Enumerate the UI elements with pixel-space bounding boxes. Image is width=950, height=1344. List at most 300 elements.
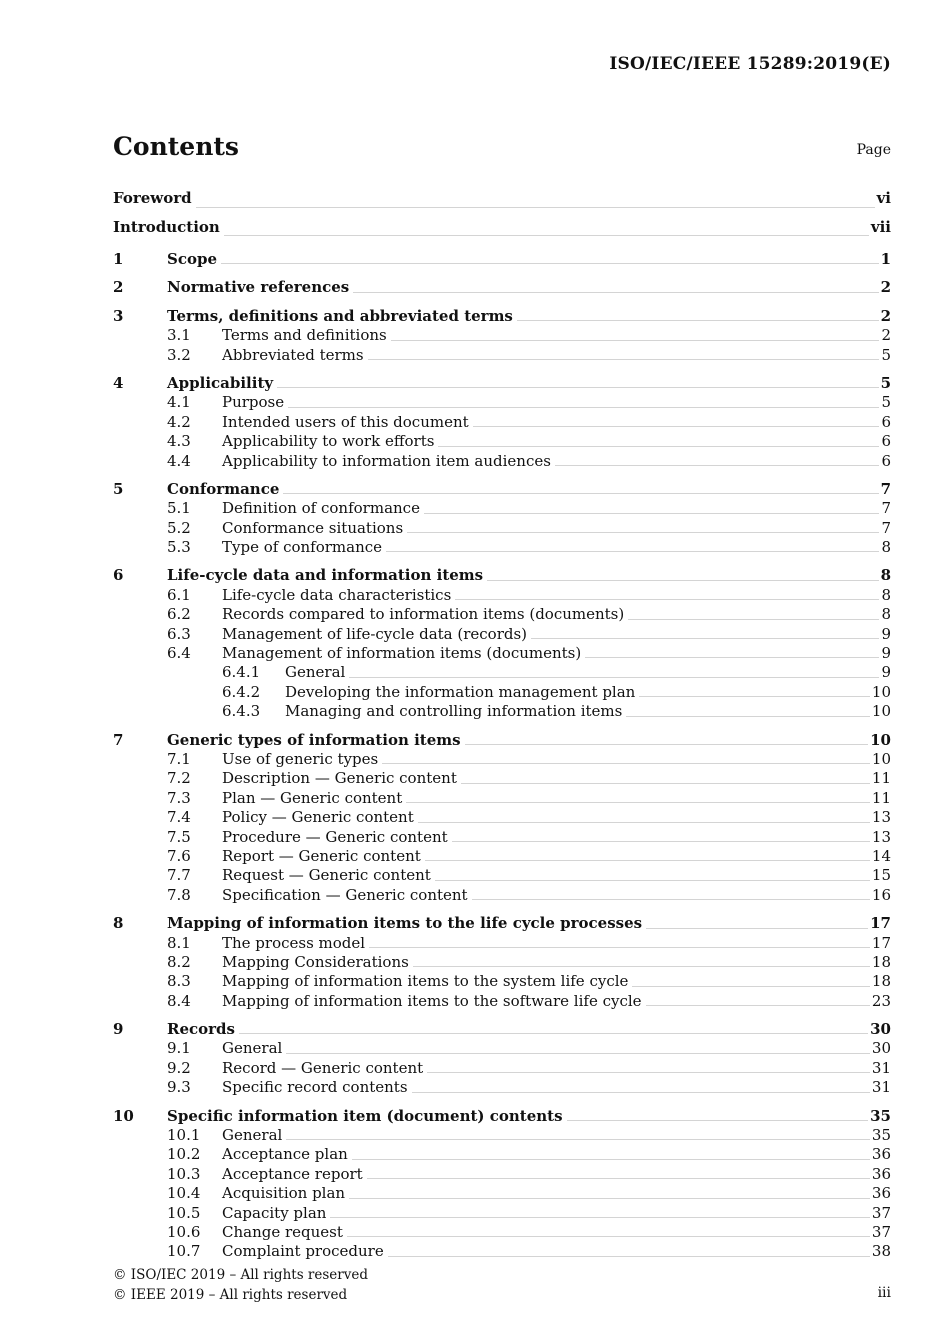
toc-entry-number: 6.4.2 (222, 682, 261, 701)
toc-entry-line (222, 1184, 891, 1203)
toc-entry-page[interactable]: 31 (871, 1078, 891, 1097)
toc-entry[interactable] (113, 278, 891, 297)
toc-entry-title[interactable]: General (222, 1126, 283, 1145)
toc-entry-number: 10.3 (167, 1164, 201, 1183)
toc-entry-page[interactable]: 5 (881, 393, 891, 412)
toc-entry-number: 8.4 (167, 991, 191, 1010)
dot-leader (386, 551, 879, 552)
toc-entry-title[interactable]: Procedure — Generic content (222, 827, 448, 846)
toc-entry[interactable] (113, 847, 891, 866)
toc-entry-page[interactable]: 8 (881, 538, 891, 557)
toc-entry-page[interactable]: 5 (881, 345, 891, 364)
toc-entry-line (222, 808, 891, 827)
toc-entry[interactable] (113, 1039, 891, 1058)
toc-entry[interactable] (113, 213, 891, 242)
toc-entry-number: 3.1 (167, 326, 191, 345)
toc-entry-title[interactable]: Complaint procedure (222, 1242, 384, 1261)
dot-leader (473, 426, 880, 427)
toc-entry-page[interactable]: 10 (871, 682, 891, 701)
toc-entry[interactable] (113, 972, 891, 991)
toc-entry-page[interactable]: 18 (871, 952, 891, 971)
dot-leader (585, 657, 879, 658)
toc-entry[interactable] (113, 808, 891, 827)
toc-entry-line (285, 702, 891, 721)
dot-leader (288, 407, 879, 408)
dot-leader (452, 841, 870, 842)
toc-entry-title[interactable]: Developing the information management plan (285, 682, 636, 701)
toc-entry-title[interactable]: Foreword (113, 189, 192, 207)
toc-entry-line (285, 683, 891, 702)
toc-entry-number: 10.1 (167, 1126, 201, 1145)
toc-entry-page[interactable]: 13 (871, 827, 891, 846)
toc-entry-line (222, 992, 891, 1011)
toc-entry[interactable] (113, 731, 891, 750)
toc-entry-line (222, 789, 891, 808)
toc-entry-number: 10.5 (167, 1203, 201, 1222)
toc-entry-title[interactable]: Applicability to information item audiences (222, 451, 551, 470)
dot-leader (221, 263, 879, 264)
toc-entry-title[interactable]: Mapping of information items to the software life cycle (222, 991, 642, 1010)
toc-entry-page[interactable]: 37 (871, 1222, 891, 1241)
toc-entry[interactable] (113, 644, 891, 663)
toc-entry-page[interactable]: 35 (871, 1126, 891, 1145)
toc-entry[interactable] (113, 1107, 891, 1126)
toc-entry-number: 7.3 (167, 788, 191, 807)
toc-entry-line (222, 934, 891, 953)
toc-entry[interactable] (113, 1242, 891, 1261)
toc-entry-number: 2 (113, 278, 124, 297)
toc-entry-title[interactable]: Managing and controlling information items (285, 702, 623, 721)
toc-entry-number: 7.4 (167, 808, 191, 827)
dot-leader (455, 599, 879, 600)
toc-entry[interactable] (113, 605, 891, 624)
toc-entry-line (167, 250, 891, 269)
dot-leader (461, 783, 870, 784)
toc-entry-title[interactable]: Mapping of information items to the system life cycle (222, 972, 629, 991)
dot-leader (353, 292, 878, 293)
toc-entry-number: 4 (113, 373, 124, 392)
toc-entry[interactable] (113, 326, 891, 345)
toc-entry-line (167, 914, 891, 933)
toc-entry-page[interactable]: 38 (871, 1242, 891, 1261)
dot-leader (412, 1092, 870, 1093)
footer (113, 1266, 368, 1305)
toc-entry[interactable] (113, 663, 891, 682)
toc-entry[interactable] (113, 432, 891, 451)
toc-entry-page[interactable]: 31 (871, 1058, 891, 1077)
toc-entry-title[interactable]: Generic types of information items (167, 730, 461, 749)
toc-entry-line (222, 326, 891, 345)
dot-leader (239, 1033, 868, 1034)
toc-entry-line (222, 847, 891, 866)
toc-entry-title[interactable]: Life-cycle data characteristics (222, 585, 452, 604)
toc-entry-page[interactable]: 36 (871, 1164, 891, 1183)
toc-entry-number: 3 (113, 306, 124, 325)
toc-entry-line (222, 538, 891, 557)
toc-entry-number: 7.7 (167, 866, 191, 885)
toc-entry-title[interactable]: Applicability (167, 373, 274, 392)
toc-entry-title[interactable]: Definition of conformance (222, 499, 420, 518)
toc-entry[interactable] (113, 789, 891, 808)
copyright-iso: © ISO/IEC 2019 – All rights reserved (113, 1267, 368, 1283)
toc-entry-number: 7.2 (167, 769, 191, 788)
toc-entry-title[interactable]: Management of life-cycle data (records) (222, 624, 528, 643)
toc-entry-line (222, 866, 891, 885)
toc-entry-line (222, 1059, 891, 1078)
toc-entry-number: 6 (113, 566, 124, 585)
toc-entry[interactable] (113, 346, 891, 365)
dot-leader (465, 744, 869, 745)
dot-leader (438, 446, 879, 447)
toc-entry[interactable] (113, 1078, 891, 1097)
toc-entry-page[interactable]: 37 (871, 1203, 891, 1222)
toc-entry-title[interactable]: Acquisition plan (222, 1184, 346, 1203)
dot-leader (367, 1178, 870, 1179)
toc-entry-page[interactable]: 18 (871, 972, 891, 991)
dot-leader (487, 580, 878, 581)
toc-entry-number: 7.1 (167, 749, 191, 768)
toc-entry-title[interactable]: Change request (222, 1222, 343, 1241)
dot-leader (347, 1236, 870, 1237)
toc-entry-title[interactable]: Normative references (167, 278, 350, 297)
toc-entry-line (222, 452, 891, 471)
toc-entry-page[interactable]: 5 (880, 373, 891, 392)
toc-entry[interactable] (113, 184, 891, 213)
toc-entry-page[interactable]: 10 (871, 702, 891, 721)
toc-entry-line (222, 750, 891, 769)
toc-entry-line (222, 1204, 891, 1223)
copyright-ieee: © IEEE 2019 – All rights reserved (113, 1286, 348, 1303)
dot-leader (427, 1072, 870, 1073)
toc-entry-number: 8.3 (167, 972, 191, 991)
toc-entry-number: 4.3 (167, 432, 191, 451)
toc-entry-number: 10 (113, 1106, 134, 1125)
toc-entry[interactable] (113, 886, 891, 905)
dot-leader (407, 532, 879, 533)
toc-entry-line (222, 499, 891, 518)
toc-entry-page[interactable]: 2 (881, 326, 891, 345)
toc-entry-title[interactable]: Records (167, 1020, 235, 1039)
toc-entry[interactable] (113, 1020, 891, 1039)
dot-leader (639, 696, 870, 697)
table-of-contents (113, 184, 891, 1262)
dot-leader (388, 1256, 870, 1257)
toc-entry[interactable] (113, 413, 891, 432)
toc-entry-page[interactable]: 23 (871, 991, 891, 1010)
toc-entry-title[interactable]: Description — Generic content (222, 769, 457, 788)
toc-entry-number: 9 (113, 1020, 124, 1039)
toc-entry[interactable] (113, 374, 891, 393)
toc-entry-number: 8.2 (167, 952, 191, 971)
toc-entry[interactable] (113, 992, 891, 1011)
toc-entry-number: 7.5 (167, 827, 191, 846)
toc-entry[interactable] (113, 586, 891, 605)
toc-entry-title[interactable]: Report — Generic content (222, 846, 421, 865)
page-number: iii (877, 1285, 891, 1301)
dot-leader (646, 928, 868, 929)
toc-entry-line (222, 644, 891, 663)
dot-leader (277, 387, 878, 388)
toc-entry-page[interactable]: 6 (881, 432, 891, 451)
dot-leader (368, 359, 880, 360)
toc-entry-number: 1 (113, 250, 124, 268)
toc-entry-line (167, 1107, 891, 1126)
toc-entry-number: 7 (113, 730, 124, 749)
toc-entry-page[interactable]: 35 (870, 1106, 891, 1125)
toc-entry-line (222, 972, 891, 991)
toc-entry-title[interactable]: Record — Generic content (222, 1058, 424, 1077)
dot-leader (472, 899, 870, 900)
toc-entry-page[interactable]: 2 (880, 278, 891, 297)
toc-entry-page[interactable]: 9 (881, 663, 891, 682)
toc-entry-number: 9.3 (167, 1078, 191, 1097)
dot-leader (531, 638, 879, 639)
toc-entry-number: 5.3 (167, 538, 191, 557)
toc-entry-page[interactable]: 7 (880, 479, 891, 498)
toc-entry-title[interactable]: Scope (167, 250, 218, 268)
dot-leader (224, 235, 869, 236)
toc-entry[interactable] (113, 1184, 891, 1203)
toc-entry-title[interactable]: General (222, 1039, 283, 1058)
toc-entry-page[interactable]: 1 (880, 250, 891, 268)
toc-entry-line (167, 278, 891, 297)
toc-entry-line (222, 1242, 891, 1261)
toc-entry-line (222, 519, 891, 538)
dot-leader (382, 763, 870, 764)
dot-leader (626, 716, 870, 717)
toc-entry-title[interactable]: Terms and definitions (222, 326, 387, 345)
toc-entry-line (222, 1165, 891, 1184)
toc-entry-page[interactable]: 7 (881, 518, 891, 537)
toc-entry[interactable] (113, 1204, 891, 1223)
toc-entry-title[interactable]: Mapping of information items to the life cycle processes (167, 914, 643, 933)
dot-leader (555, 465, 880, 466)
toc-entry-page[interactable]: 36 (871, 1145, 891, 1164)
toc-entry-page[interactable]: 17 (870, 914, 891, 933)
toc-entry[interactable] (113, 769, 891, 788)
toc-entry-line (167, 1020, 891, 1039)
toc-entry[interactable] (113, 1165, 891, 1184)
toc-entry-number: 4.1 (167, 393, 191, 412)
dot-leader (330, 1217, 869, 1218)
toc-entry-page[interactable]: 7 (881, 499, 891, 518)
toc-entry-title[interactable]: Intended users of this document (222, 412, 469, 431)
toc-entry[interactable] (113, 499, 891, 518)
toc-entry-line (167, 374, 891, 393)
dot-leader (286, 1139, 870, 1140)
dot-leader (349, 677, 879, 678)
page-column-label: Page (856, 142, 891, 158)
toc-entry-page[interactable]: 11 (871, 769, 891, 788)
dot-leader (424, 513, 880, 514)
dot-leader (567, 1120, 869, 1121)
toc-entry-page[interactable]: 8 (880, 566, 891, 585)
toc-entry-title[interactable]: Conformance (167, 479, 280, 498)
toc-entry-number: 3.2 (167, 345, 191, 364)
toc-entry-title[interactable]: Management of information items (documents) (222, 644, 582, 663)
toc-entry-page[interactable]: 6 (881, 451, 891, 470)
toc-entry-line (222, 586, 891, 605)
toc-entry-number: 6.4 (167, 644, 191, 663)
toc-entry-title[interactable]: Request — Generic content (222, 866, 431, 885)
dot-leader (628, 619, 879, 620)
toc-entry-number: 6.4.3 (222, 702, 261, 721)
toc-entry[interactable] (113, 1223, 891, 1242)
toc-entry[interactable] (113, 566, 891, 585)
toc-entry-title[interactable]: Specification — Generic content (222, 885, 468, 904)
toc-entry-line (222, 432, 891, 451)
toc-entry[interactable] (113, 934, 891, 953)
toc-entry[interactable] (113, 393, 891, 412)
toc-entry-line (222, 1223, 891, 1242)
toc-entry-number: 6.3 (167, 624, 191, 643)
dot-leader (286, 1053, 870, 1054)
toc-entry-page[interactable]: 8 (881, 605, 891, 624)
toc-entry-number: 8 (113, 914, 124, 933)
contents-heading: Contents (113, 132, 240, 161)
toc-entry[interactable] (113, 250, 891, 269)
toc-entry[interactable] (113, 480, 891, 499)
toc-entry-number: 8.1 (167, 933, 191, 952)
dot-leader (632, 986, 870, 987)
toc-entry-line (167, 731, 891, 750)
toc-entry-title[interactable]: Life-cycle data and information items (167, 566, 484, 585)
toc-entry-page[interactable]: 15 (871, 866, 891, 885)
toc-entry[interactable] (113, 1145, 891, 1164)
toc-entry-page[interactable]: 8 (881, 585, 891, 604)
toc-entry-title[interactable]: Abbreviated terms (222, 345, 364, 364)
dot-leader (283, 493, 878, 494)
toc-entry-line (222, 828, 891, 847)
toc-entry-line (285, 663, 891, 682)
toc-entry-line (222, 1039, 891, 1058)
toc-entry-page[interactable]: 30 (870, 1020, 891, 1039)
toc-entry[interactable] (113, 538, 891, 557)
toc-entry[interactable] (113, 866, 891, 885)
toc-entry-title[interactable]: Capacity plan (222, 1203, 327, 1222)
toc-entry[interactable] (113, 452, 891, 471)
toc-entry[interactable] (113, 683, 891, 702)
toc-entry-page[interactable]: 9 (881, 624, 891, 643)
toc-entry-title[interactable]: The process model (222, 933, 366, 952)
dot-leader (646, 1005, 870, 1006)
toc-entry-page[interactable]: 11 (871, 788, 891, 807)
toc-entry-page[interactable]: 16 (871, 885, 891, 904)
toc-entry[interactable] (113, 702, 891, 721)
toc-entry-page[interactable]: 6 (881, 412, 891, 431)
toc-entry-title[interactable]: General (285, 663, 346, 682)
toc-entry-line (113, 213, 891, 242)
toc-entry-page[interactable]: 2 (880, 306, 891, 325)
toc-entry[interactable] (113, 953, 891, 972)
dot-leader (418, 822, 870, 823)
toc-entry-page[interactable]: 10 (871, 749, 891, 768)
toc-entry-title[interactable]: Specific information item (document) contents (167, 1106, 563, 1125)
toc-entry-line (222, 605, 891, 624)
toc-entry-line (222, 393, 891, 412)
dot-leader (196, 207, 875, 208)
toc-entry-title[interactable]: Mapping Considerations (222, 952, 409, 971)
toc-entry-page[interactable]: 17 (871, 933, 891, 952)
toc-entry-line (222, 625, 891, 644)
toc-entry-line (167, 480, 891, 499)
toc-entry-line (222, 953, 891, 972)
toc-entry-page[interactable]: vi (876, 189, 891, 207)
toc-entry-page[interactable]: 13 (871, 808, 891, 827)
toc-entry[interactable] (113, 914, 891, 933)
toc-entry-page[interactable]: 36 (871, 1184, 891, 1203)
toc-entry-title[interactable]: Type of conformance (222, 538, 383, 557)
dot-leader (517, 320, 879, 321)
toc-entry-line (222, 346, 891, 365)
toc-entry-number: 4.4 (167, 451, 191, 470)
toc-entry-page[interactable]: 10 (870, 730, 891, 749)
toc-entry-number: 10.6 (167, 1222, 201, 1241)
toc-entry[interactable] (113, 625, 891, 644)
dot-leader (406, 802, 870, 803)
toc-entry-title[interactable]: Applicability to work efforts (222, 432, 435, 451)
dot-leader (369, 947, 870, 948)
toc-entry-number: 7.6 (167, 846, 191, 865)
toc-entry-line (167, 566, 891, 585)
toc-entry[interactable] (113, 519, 891, 538)
toc-entry-title[interactable]: Use of generic types (222, 749, 379, 768)
toc-entry-line (222, 886, 891, 905)
toc-entry[interactable] (113, 307, 891, 326)
toc-entry[interactable] (113, 1059, 891, 1078)
toc-entry-line (222, 1078, 891, 1097)
toc-entry-line (222, 413, 891, 432)
toc-entry-number: 9.1 (167, 1039, 191, 1058)
toc-entry-title[interactable]: Plan — Generic content (222, 788, 403, 807)
toc-entry-line (167, 307, 891, 326)
toc-entry-title[interactable]: Terms, definitions and abbreviated terms (167, 306, 513, 325)
toc-entry-line (222, 1126, 891, 1145)
dot-leader (391, 340, 880, 341)
toc-entry-line (222, 1145, 891, 1164)
toc-entry-title[interactable]: Purpose (222, 393, 285, 412)
toc-entry-number: 6.4.1 (222, 663, 261, 682)
dot-leader (352, 1159, 870, 1160)
toc-entry-page[interactable]: 30 (871, 1039, 891, 1058)
toc-entry-title[interactable]: Records compared to information items (documents) (222, 605, 625, 624)
toc-entry-title[interactable]: Specific record contents (222, 1078, 408, 1097)
toc-entry-page[interactable]: 14 (871, 846, 891, 865)
toc-entry-number: 7.8 (167, 885, 191, 904)
toc-entry-title[interactable]: Policy — Generic content (222, 808, 414, 827)
toc-entry-number: 6.1 (167, 585, 191, 604)
toc-entry-number: 4.2 (167, 412, 191, 431)
toc-entry-page[interactable]: 9 (881, 644, 891, 663)
toc-entry[interactable] (113, 1126, 891, 1145)
toc-entry-number: 5 (113, 479, 124, 498)
toc-entry[interactable] (113, 828, 891, 847)
toc-entry[interactable] (113, 750, 891, 769)
dot-leader (413, 966, 870, 967)
document-code: ISO/IEC/IEEE 15289:2019(E) (609, 54, 891, 74)
toc-entry-title[interactable]: Acceptance plan (222, 1145, 348, 1164)
dot-leader (349, 1198, 870, 1199)
toc-entry-title[interactable]: Introduction (113, 217, 220, 236)
toc-entry-page[interactable]: vii (870, 217, 891, 236)
toc-entry-line (113, 184, 891, 213)
toc-entry-title[interactable]: Conformance situations (222, 518, 404, 537)
toc-entry-title[interactable]: Acceptance report (222, 1164, 363, 1183)
toc-entry-number: 5.1 (167, 499, 191, 518)
toc-entry-number: 10.2 (167, 1145, 201, 1164)
toc-entry-number: 10.7 (167, 1242, 201, 1261)
toc-entry-number: 5.2 (167, 518, 191, 537)
